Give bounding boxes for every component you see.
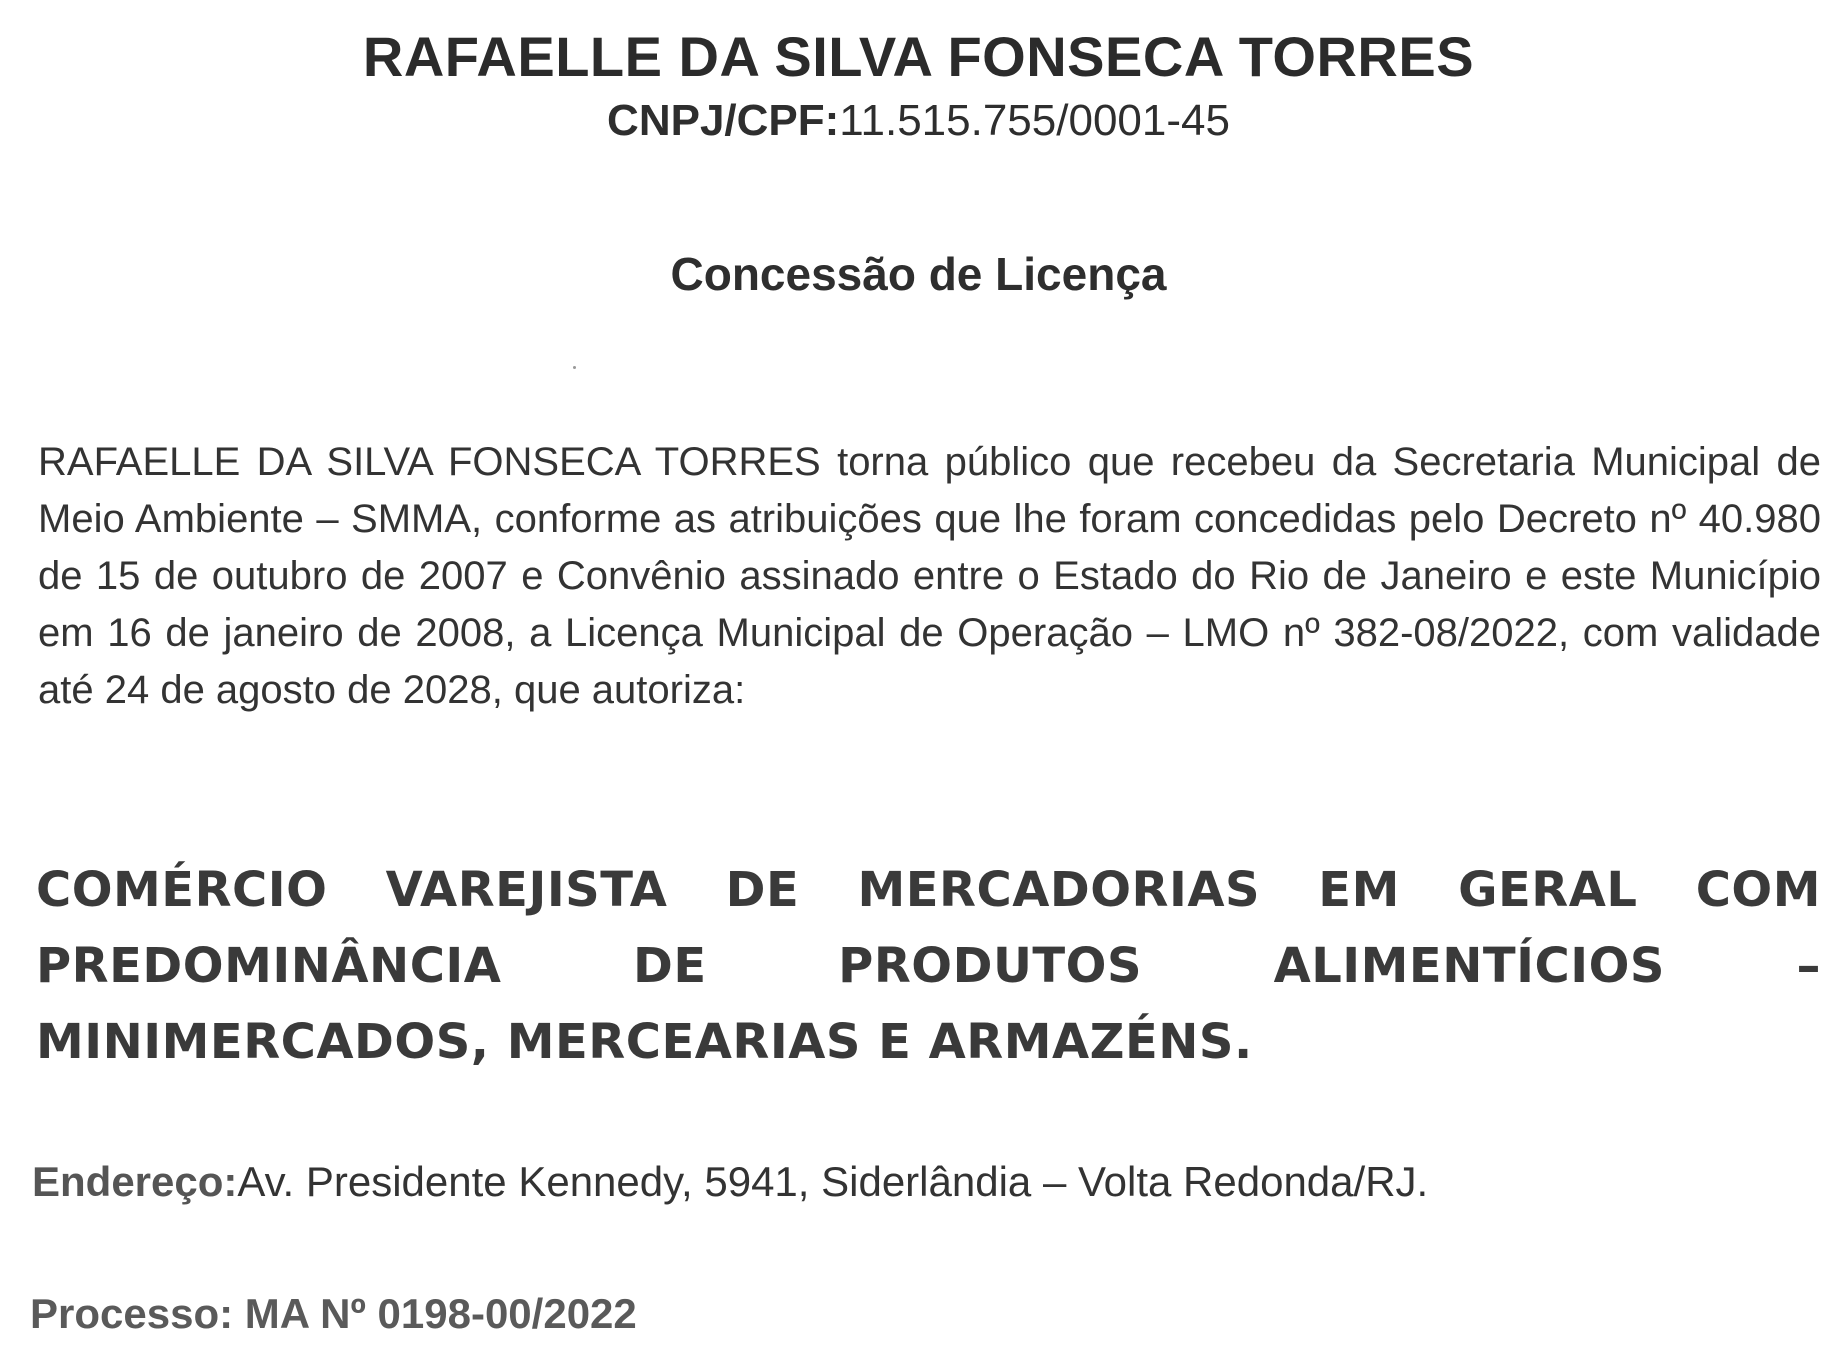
authorized-activity: COMÉRCIO VAREJISTA DE MERCADORIAS EM GERAL COM PREDOMINÂNCIA DE PRODUTOS ALIMENTÍCIOS – MINIMERCADOS, MERCEARIAS E ARMAZÉNS. — [36, 862, 1821, 1070]
cnpj-label: CNPJ/CPF: — [607, 96, 840, 145]
company-name-heading: RAFAELLE DA SILVA FONSECA TORRES — [362, 25, 1475, 88]
document-title: Concessão de Licença — [670, 248, 1167, 300]
address-line — [32, 1158, 1428, 1206]
cnpj-value: 11.515.755/0001-45 — [839, 96, 1230, 145]
address-value: Av. Presidente Kennedy, 5941, Siderlândia – Volta Redonda/RJ. — [237, 1158, 1429, 1205]
address-label: Endereço: — [32, 1158, 238, 1205]
license-body-paragraph: RAFAELLE DA SILVA FONSECA TORRES torna público que recebeu da Secretaria Municipal de Meio Ambiente – SMMA, conforme as atribuições que lhe foram concedidas pelo Decreto nº 40.980 de 15 de outubro de 2007 e Convênio assinado entre o Estado do Rio de Janeiro e este Município em 16 de janeiro de 2008, a Licença Municipal de Operação – LMO nº 382-08/2022, com validade até 24 de agosto de 2028, que autoriza: — [38, 440, 1821, 712]
scan-speck — [573, 366, 576, 369]
cnpj-line — [0, 96, 1837, 146]
process-number: Processo: MA Nº 0198-00/2022 — [30, 1290, 637, 1337]
